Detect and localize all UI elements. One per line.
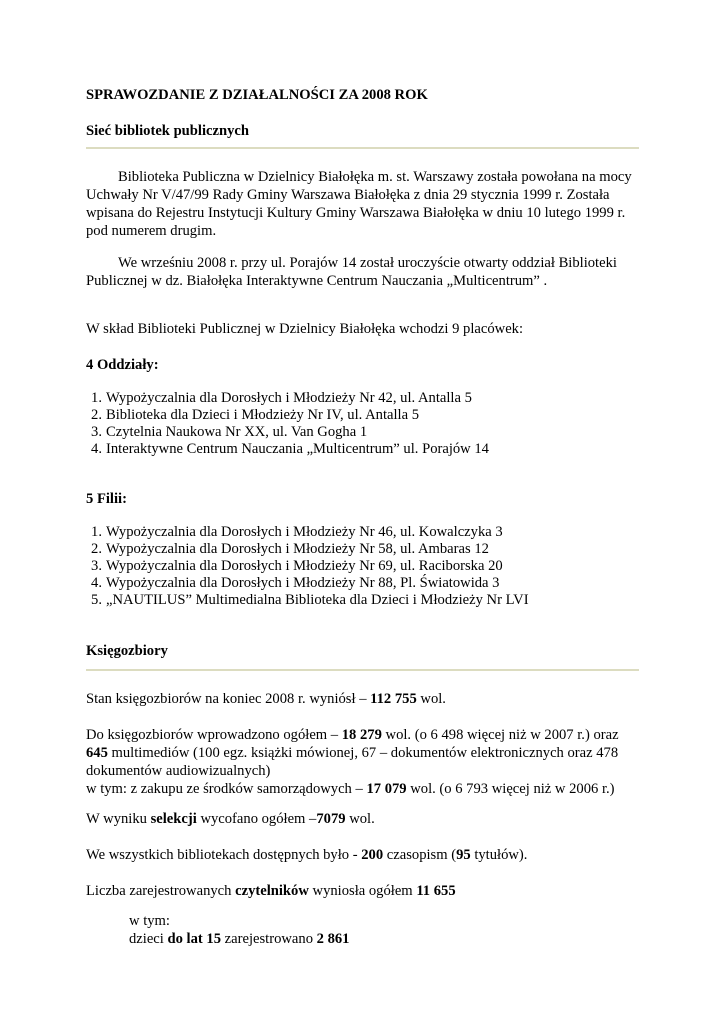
list-item: 2. Biblioteka dla Dzieci i Młodzieży Nr IV, ul. Antalla 5 [91,407,420,423]
list-item: 2. Wypożyczalnia dla Dorosłych i Młodzieży Nr 58, ul. Ambaras 12 [91,541,489,557]
text-line: w tym: [129,913,170,929]
paragraph-composition: W skład Biblioteki Publicznej w Dzielnicy Białołęka wchodzi 9 placówek: [86,321,524,337]
list-item: 3. Wypożyczalnia dla Dorosłych i Młodzieży Nr 69, ul. Raciborska 20 [91,558,503,574]
section-divider [86,669,639,671]
section-heading-collections: Księgozbiory [86,643,168,659]
section-heading-network: Sieć bibliotek publicznych [86,123,249,139]
list-item: 3. Czytelnia Naukowa Nr XX, ul. Van Gogha 1 [91,424,368,440]
branches-heading: 4 Oddziały: [86,357,159,373]
text-line: Do księgozbiorów wprowadzono ogółem – 18 279 wol. (o 6 498 więcej niż w 2007 r.) oraz [86,727,619,743]
text-line: Biblioteka Publiczna w Dzielnicy Białołęka m. st. Warszawy została powołana na mocy [118,169,632,185]
text-line: dokumentów audiowizualnych) [86,763,271,779]
list-item: 5. „NAUTILUS” Multimedialna Biblioteka dla Dzieci i Młodzieży Nr LVI [91,592,529,608]
list-item: 4. Wypożyczalnia dla Dorosłych i Młodzieży Nr 88, Pl. Światowida 3 [91,575,500,591]
list-item: 1. Wypożyczalnia dla Dorosłych i Młodzieży Nr 42, ul. Antalla 5 [91,390,472,406]
text-line: wpisana do Rejestru Instytucji Kultury Gminy Warszawa Białołęka w dniu 10 lutego 1999 r. [86,205,626,221]
text-line: w tym: z zakupu ze środków samorządowych – 17 079 wol. (o 6 793 więcej niż w 2006 r.) [86,781,615,797]
paragraph-collection-total: Stan księgozbiorów na koniec 2008 r. wyniósł – 112 755 wol. [86,691,446,707]
paragraph-children: dzieci do lat 15 zarejestrowano 2 861 [129,931,350,947]
section-divider [86,147,639,149]
text-line: pod numerem drugim. [86,223,217,239]
paragraph-readers: Liczba zarejestrowanych czytelników wyniosła ogółem 11 655 [86,883,456,899]
text-line: Uchwały Nr V/47/99 Rady Gminy Warszawa Białołęka z dnia 29 stycznia 1999 r. Została [86,187,610,203]
paragraph-periodicals: We wszystkich bibliotekach dostępnych było - 200 czasopism (95 tytułów). [86,847,528,863]
document-title: SPRAWOZDANIE Z DZIAŁALNOŚCI ZA 2008 ROK [86,87,428,103]
text-line: We wrześniu 2008 r. przy ul. Porajów 14 został uroczyście otwarty oddział Biblioteki [118,255,617,271]
text-line: Publicznej w dz. Białołęka Interaktywne Centrum Nauczania „Multicentrum” . [86,273,548,289]
list-item: 4. Interaktywne Centrum Nauczania „Multicentrum” ul. Porajów 14 [91,441,489,457]
text-line: 645 multimediów (100 egz. książki mówionej, 67 – dokumentów elektronicznych oraz 478 [86,745,619,761]
filie-heading: 5 Filii: [86,491,127,507]
list-item: 1. Wypożyczalnia dla Dorosłych i Młodzieży Nr 46, ul. Kowalczyka 3 [91,524,503,540]
paragraph-selection: W wyniku selekcji wycofano ogółem –7079 wol. [86,811,375,827]
